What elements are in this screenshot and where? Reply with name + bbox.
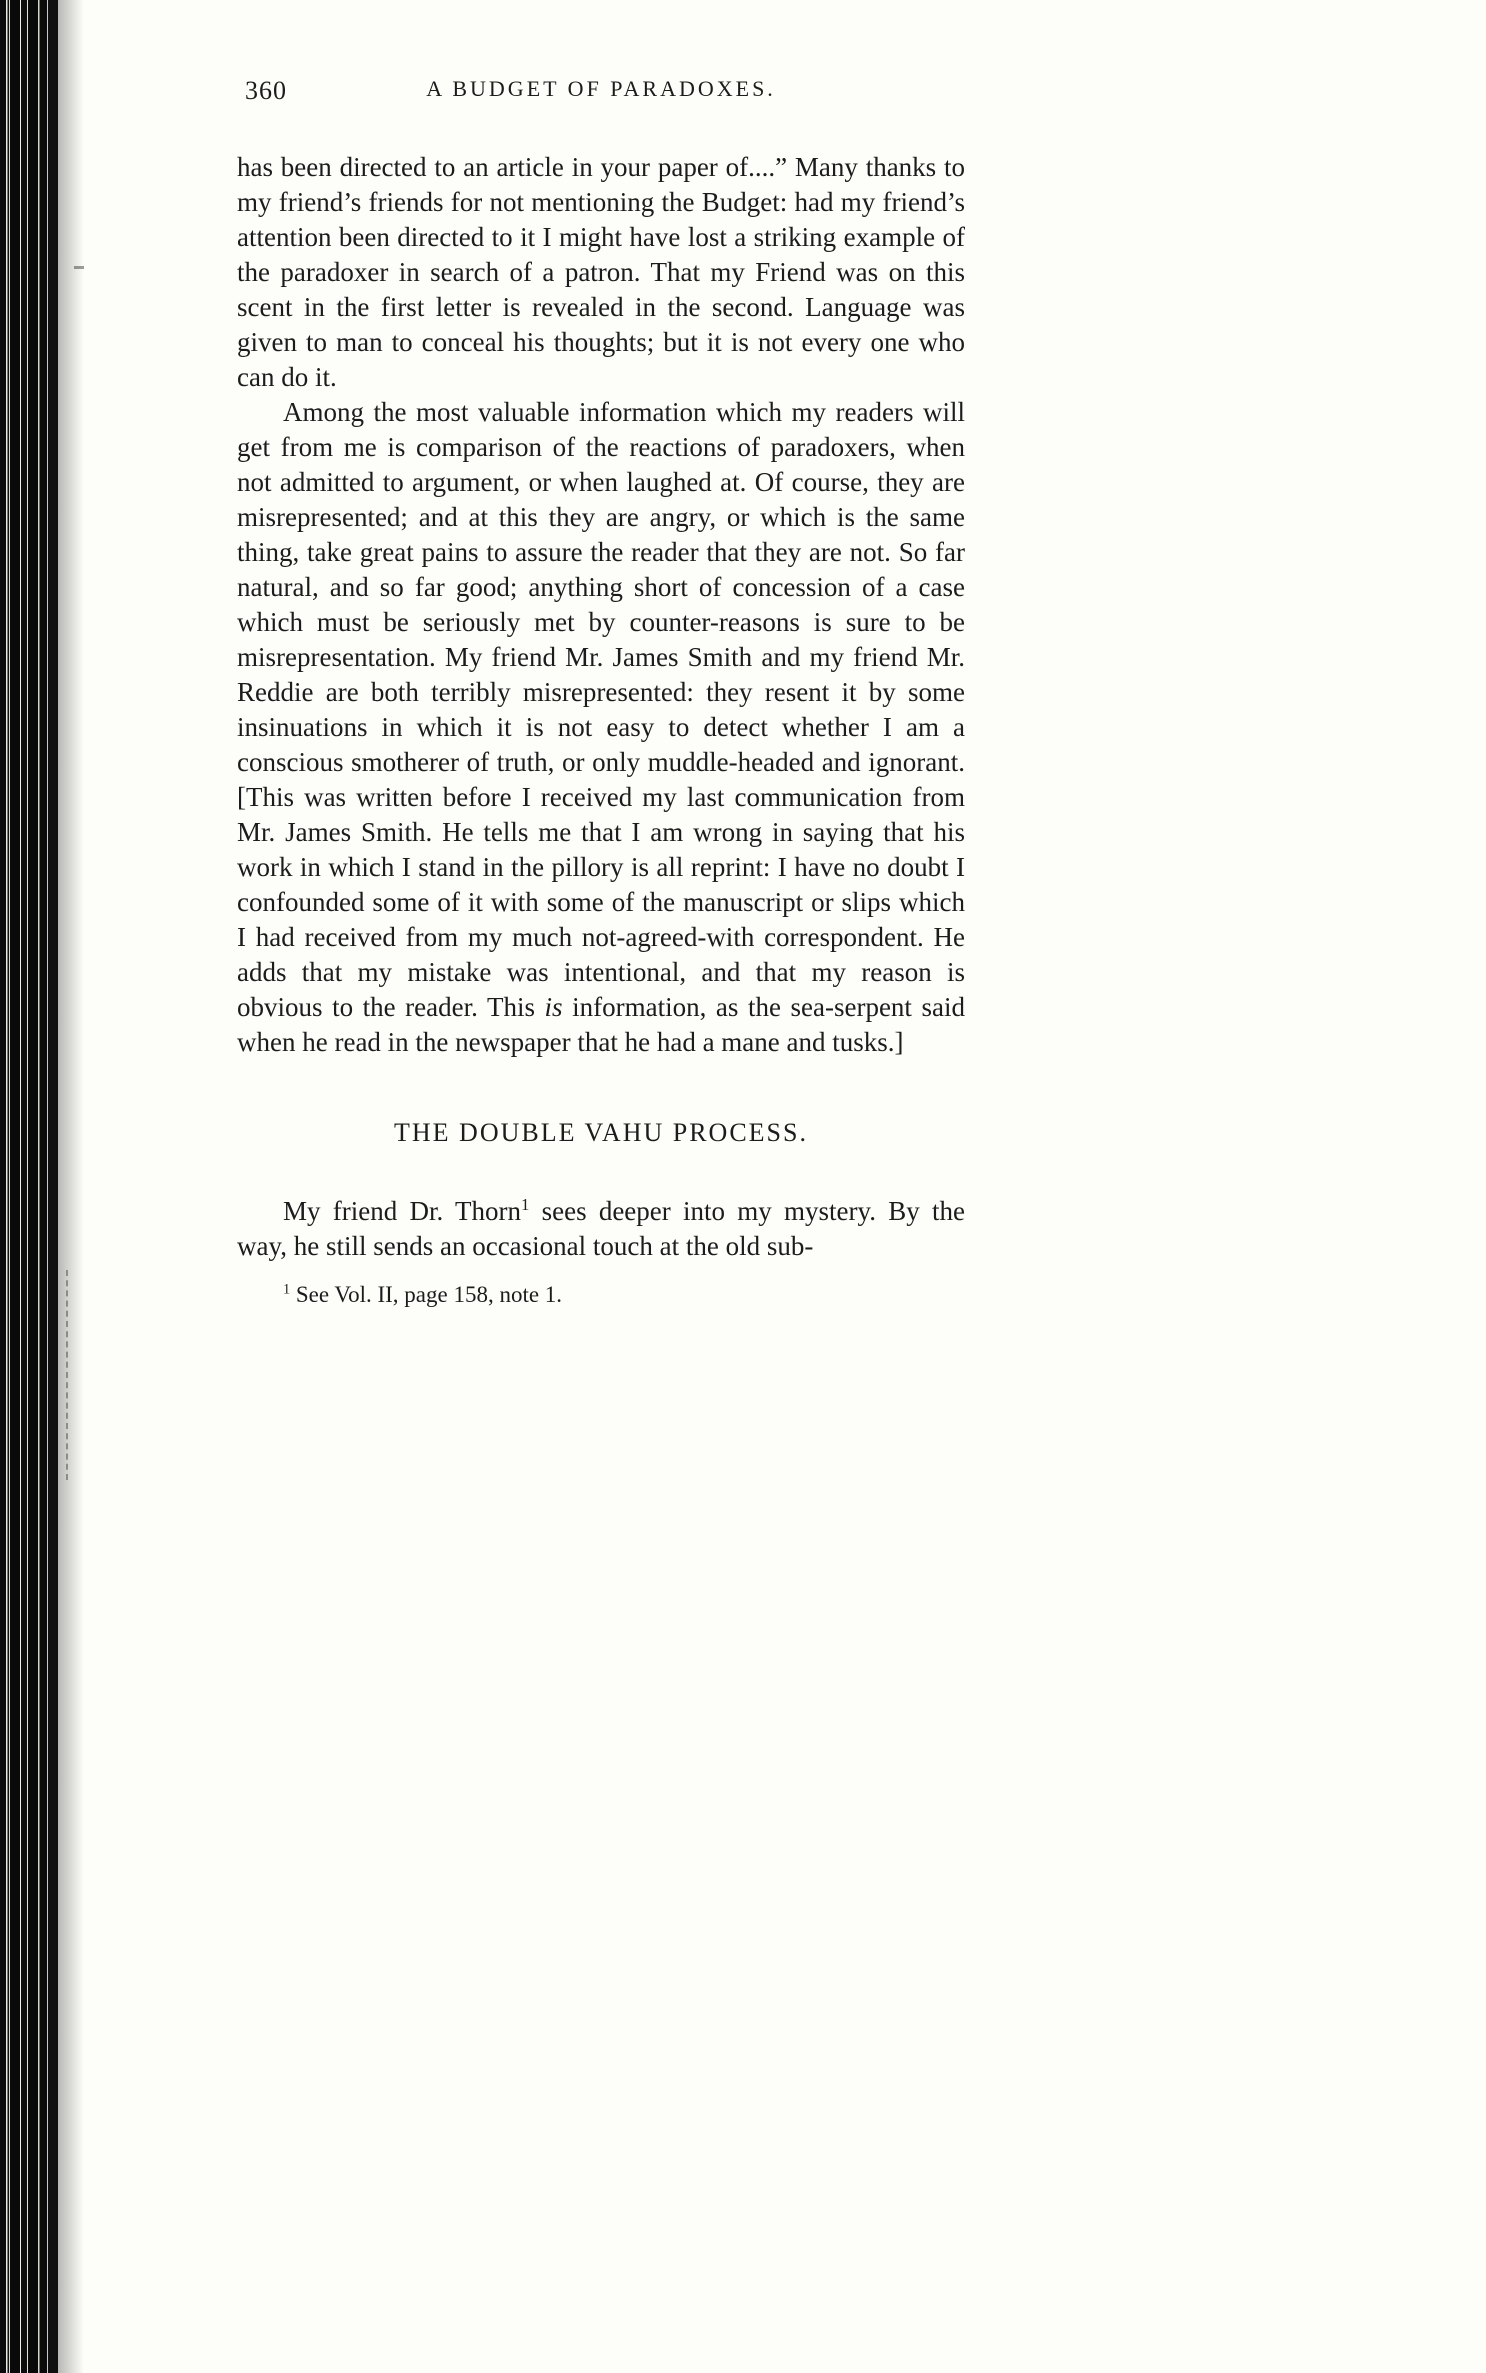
page-header: [237, 76, 965, 106]
paragraph-3-text: My friend Dr. Thorn: [283, 1196, 521, 1226]
section-heading: THE DOUBLE VAHU PROCESS.: [394, 1118, 808, 1147]
paragraph-3-text-cont: sees deeper into my mystery. By the way, he still sends an occasional touch at the old sub-: [237, 1196, 965, 1261]
page-number: 360: [245, 76, 287, 105]
text-block: [237, 76, 965, 1310]
footnote-marker: 1: [283, 1281, 291, 1298]
binding-shadow-fade: [58, 0, 84, 2373]
book-binding-shadow: [0, 0, 58, 2373]
paragraph-2-text: Among the most valuable information which my readers will get from me is comparison of the reactions of paradoxers, when not admitted to argument, or when laughed at. Of course, they are misrepresented; and at this they are angry, or which is the same thing, take great pains to assure the reader that they are not. So far natural, and so far good; anything short of concession of a case which must be seriously met by counter-reasons is sure to be misrepresentation. My friend Mr. James Smith and my friend Mr. Reddie are both terribly misrepresented: they resent it by some insinuations in which it is not easy to detect whether I am a conscious smotherer of truth, or only muddle-headed and ignorant. [This was written before I received my last communication from Mr. James Smith. He tells me that I am wrong in saying that his work in which I stand in the pillory is all reprint: I have no doubt I confounded some of it with some of the manuscript or slips which I had received from my much not-agreed-with correspondent. He adds that my mistake was intentional, and that my reason is obvious to the reader. This: [237, 397, 965, 1022]
footnote-reference: 1: [520, 1195, 530, 1214]
italic-word: is: [544, 992, 563, 1022]
paragraph-2: [237, 395, 965, 1060]
scan-artifact-dash: [74, 266, 84, 269]
paragraph-3: [237, 1194, 965, 1264]
footnote: [237, 1280, 965, 1310]
scan-artifact-dashes: [66, 1270, 68, 1480]
footnote-text: See Vol. II, page 158, note 1.: [290, 1282, 563, 1307]
running-title: A BUDGET OF PARADOXES.: [426, 76, 776, 101]
paragraph-1: has been directed to an article in your paper of....” Many thanks to my friend’s friends for not mentioning the Budget: had my friend’s attention been directed to it I might have lost a striking example of the paradoxer in search of a patron. That my Friend was on this scent in the first letter is revealed in the second. Language was given to man to conceal his thoughts; but it is not every one who can do it.: [237, 152, 965, 392]
paragraph-2-text-cont: information, as the sea-serpent said when he read in the newspaper that he had a mane and tusks.]: [237, 992, 965, 1057]
